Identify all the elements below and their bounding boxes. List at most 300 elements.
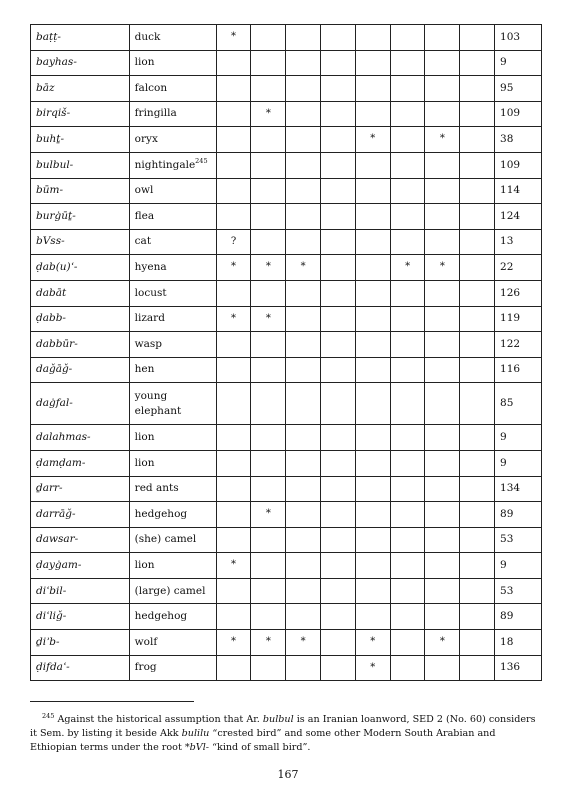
gloss-text: owl: [134, 184, 154, 197]
gloss-cell: [129, 50, 216, 76]
table-row: [31, 178, 542, 204]
table-row: [31, 280, 542, 306]
attestation-cell: [460, 502, 495, 528]
attestation-cell: [251, 332, 286, 358]
attestation-cell: [390, 357, 425, 383]
table-row: [31, 25, 542, 51]
attestation-cell: [286, 50, 321, 76]
gloss-text: hen: [134, 363, 155, 376]
gloss-text: (large) camel: [134, 584, 206, 597]
gloss-text: red ants: [134, 482, 179, 495]
arabic-form-cell: daġfal-: [31, 383, 130, 425]
attestation-cell: [460, 527, 495, 553]
attestation-cell: *: [216, 306, 251, 332]
attestation-cell: [355, 527, 390, 553]
reference-number-cell: 89: [495, 502, 542, 528]
attestation-cell: [286, 476, 321, 502]
table-row: [31, 604, 542, 630]
gloss-cell: [129, 255, 216, 281]
attestation-cell: [321, 450, 356, 476]
arabic-form-cell: daǧāǧ-: [31, 357, 130, 383]
attestation-cell: [355, 357, 390, 383]
gloss-cell: [129, 101, 216, 127]
gloss-cell: [129, 630, 216, 656]
arabic-form-cell: būm-: [31, 178, 130, 204]
attestation-cell: [355, 178, 390, 204]
attestation-cell: [321, 204, 356, 230]
arabic-form-cell: ḏarr-: [31, 476, 130, 502]
attestation-cell: [390, 383, 425, 425]
gloss-text: fringilla: [134, 107, 177, 120]
gloss-text: wasp: [134, 337, 163, 350]
attestation-cell: [216, 101, 251, 127]
attestation-cell: [425, 306, 460, 332]
attestation-cell: [460, 127, 495, 153]
reference-number-cell: 85: [495, 383, 542, 425]
arabic-form-cell: ḍamḍam-: [31, 450, 130, 476]
arabic-form-cell: darrāǧ-: [31, 502, 130, 528]
attestation-cell: [321, 476, 356, 502]
attestation-cell: [355, 229, 390, 255]
arabic-form-cell: ḍifdaʿ-: [31, 655, 130, 681]
arabic-form-cell: baṭṭ-: [31, 25, 130, 51]
table-row: [31, 553, 542, 579]
arabic-form-cell: dalahmas-: [31, 425, 130, 451]
table-row: [31, 578, 542, 604]
attestation-cell: [251, 604, 286, 630]
attestation-cell: [425, 383, 460, 425]
attestation-cell: [460, 101, 495, 127]
attestation-cell: [425, 204, 460, 230]
animal-terms-table: [30, 24, 542, 681]
gloss-text: lion: [134, 431, 155, 443]
attestation-cell: [321, 527, 356, 553]
attestation-cell: [251, 152, 286, 178]
attestation-cell: [460, 553, 495, 579]
attestation-cell: [390, 178, 425, 204]
arabic-form-cell: buhṯ-: [31, 127, 130, 153]
reference-number-cell: 114: [495, 178, 542, 204]
attestation-cell: *: [286, 255, 321, 281]
attestation-cell: [460, 578, 495, 604]
reference-number-cell: 124: [495, 204, 542, 230]
gloss-text: lion: [134, 56, 155, 69]
reference-number-cell: 53: [495, 578, 542, 604]
attestation-cell: [390, 25, 425, 51]
gloss-cell: [129, 127, 216, 153]
attestation-cell: [355, 152, 390, 178]
attestation-cell: [321, 306, 356, 332]
reference-number-cell: 89: [495, 604, 542, 630]
gloss-cell: [129, 332, 216, 358]
arabic-form-cell: ḍabb-: [31, 306, 130, 332]
attestation-cell: [321, 578, 356, 604]
arabic-form-cell: burġūṯ-: [31, 204, 130, 230]
attestation-cell: [286, 383, 321, 425]
attestation-cell: [251, 280, 286, 306]
attestation-cell: *: [390, 255, 425, 281]
gloss-cell: [129, 229, 216, 255]
attestation-cell: [216, 502, 251, 528]
table-row: [31, 127, 542, 153]
attestation-cell: [321, 152, 356, 178]
attestation-cell: [460, 332, 495, 358]
attestation-cell: *: [425, 630, 460, 656]
attestation-cell: [425, 280, 460, 306]
gloss-text: flea: [134, 209, 155, 222]
attestation-cell: *: [216, 255, 251, 281]
reference-number-cell: 9: [495, 450, 542, 476]
footnote-text-3: “crested bird” and some other Modern South Arabian and Ethiopian terms under the root: [30, 728, 496, 753]
attestation-cell: [321, 357, 356, 383]
attestation-cell: [425, 502, 460, 528]
attestation-cell: [216, 204, 251, 230]
attestation-cell: [355, 50, 390, 76]
table-row: [31, 101, 542, 127]
reference-number-cell: 109: [495, 101, 542, 127]
arabic-form-cell: birqiš-: [31, 101, 130, 127]
attestation-cell: [355, 502, 390, 528]
attestation-cell: [355, 101, 390, 127]
gloss-text: locust: [134, 286, 167, 299]
attestation-cell: [286, 357, 321, 383]
gloss-text: frog: [134, 661, 157, 674]
attestation-cell: [460, 630, 495, 656]
arabic-form-cell: dabāt: [31, 280, 130, 306]
attestation-cell: [216, 357, 251, 383]
gloss-cell: [129, 425, 216, 451]
attestation-cell: [321, 25, 356, 51]
gloss-cell: [129, 553, 216, 579]
attestation-cell: *: [251, 101, 286, 127]
table-row: [31, 332, 542, 358]
gloss-cell: [129, 204, 216, 230]
attestation-cell: [390, 655, 425, 681]
table-row: [31, 357, 542, 383]
attestation-cell: [355, 25, 390, 51]
attestation-cell: [216, 450, 251, 476]
attestation-cell: [251, 527, 286, 553]
attestation-cell: [390, 425, 425, 451]
attestation-cell: [425, 578, 460, 604]
arabic-form-cell: bayhas-: [31, 50, 130, 76]
gloss-text: nightingale: [134, 158, 196, 171]
attestation-cell: [251, 450, 286, 476]
attestation-cell: [321, 178, 356, 204]
gloss-cell: [129, 178, 216, 204]
attestation-cell: [425, 476, 460, 502]
attestation-cell: [286, 655, 321, 681]
reference-number-cell: 38: [495, 127, 542, 153]
attestation-cell: [321, 50, 356, 76]
attestation-cell: *: [251, 255, 286, 281]
attestation-cell: [460, 152, 495, 178]
attestation-cell: [460, 476, 495, 502]
footnote-term-bulbul: bulbul: [262, 714, 294, 725]
attestation-cell: [355, 204, 390, 230]
attestation-cell: [355, 425, 390, 451]
attestation-cell: [390, 280, 425, 306]
attestation-cell: [355, 553, 390, 579]
arabic-form-cell: diʿbil-: [31, 578, 130, 604]
attestation-cell: [321, 425, 356, 451]
attestation-cell: [286, 450, 321, 476]
reference-number-cell: 119: [495, 306, 542, 332]
table-row: [31, 152, 542, 178]
attestation-cell: [321, 630, 356, 656]
attestation-cell: [460, 255, 495, 281]
reference-number-cell: 109: [495, 152, 542, 178]
table-row: [31, 204, 542, 230]
attestation-cell: [390, 76, 425, 102]
attestation-cell: [390, 578, 425, 604]
footnote-root: *bVl-: [184, 742, 210, 753]
attestation-cell: [390, 204, 425, 230]
table-row: [31, 630, 542, 656]
gloss-cell: [129, 655, 216, 681]
footnote-divider: [30, 701, 194, 702]
attestation-cell: [286, 127, 321, 153]
attestation-cell: [390, 50, 425, 76]
gloss-text: cat: [134, 235, 152, 248]
attestation-cell: [251, 178, 286, 204]
attestation-cell: [286, 527, 321, 553]
attestation-cell: [216, 425, 251, 451]
attestation-cell: [251, 127, 286, 153]
attestation-cell: [460, 604, 495, 630]
gloss-text: (she) camel: [134, 533, 197, 546]
attestation-cell: [355, 76, 390, 102]
gloss-cell: [129, 450, 216, 476]
attestation-cell: [286, 101, 321, 127]
attestation-cell: [286, 553, 321, 579]
attestation-cell: [390, 604, 425, 630]
gloss-text: falcon: [134, 81, 168, 94]
table-row: [31, 255, 542, 281]
attestation-cell: [286, 152, 321, 178]
attestation-cell: [355, 476, 390, 502]
attestation-cell: [390, 152, 425, 178]
attestation-cell: [355, 332, 390, 358]
attestation-cell: [251, 655, 286, 681]
attestation-cell: [216, 152, 251, 178]
arabic-form-cell: ḍab(u)ʿ-: [31, 255, 130, 281]
reference-number-cell: 9: [495, 425, 542, 451]
table-row: [31, 450, 542, 476]
attestation-cell: [425, 25, 460, 51]
reference-number-cell: 9: [495, 553, 542, 579]
attestation-cell: [251, 76, 286, 102]
attestation-cell: [216, 383, 251, 425]
footnote-text-1: Against the historical assumption that Ar.: [54, 714, 263, 725]
attestation-cell: [216, 178, 251, 204]
table-row: [31, 527, 542, 553]
attestation-cell: *: [216, 630, 251, 656]
attestation-cell: *: [425, 255, 460, 281]
attestation-cell: [355, 578, 390, 604]
attestation-cell: [390, 476, 425, 502]
page-number: 167: [277, 768, 299, 781]
reference-number-cell: 9: [495, 50, 542, 76]
attestation-cell: *: [251, 630, 286, 656]
gloss-text: duck: [134, 30, 161, 43]
attestation-cell: [251, 50, 286, 76]
attestation-cell: [425, 101, 460, 127]
attestation-cell: [286, 578, 321, 604]
attestation-cell: [390, 101, 425, 127]
gloss-cell: [129, 76, 216, 102]
attestation-cell: [460, 425, 495, 451]
attestation-cell: [390, 527, 425, 553]
table-row: [31, 50, 542, 76]
reference-number-cell: 95: [495, 76, 542, 102]
attestation-cell: [425, 425, 460, 451]
attestation-cell: *: [286, 630, 321, 656]
attestation-cell: [321, 280, 356, 306]
attestation-cell: [216, 280, 251, 306]
attestation-cell: [251, 578, 286, 604]
table-row: [31, 76, 542, 102]
attestation-cell: [286, 306, 321, 332]
reference-number-cell: 13: [495, 229, 542, 255]
attestation-cell: [460, 50, 495, 76]
table-body: [31, 25, 542, 681]
attestation-cell: *: [251, 306, 286, 332]
attestation-cell: [321, 255, 356, 281]
table-row: [31, 425, 542, 451]
attestation-cell: [321, 332, 356, 358]
attestation-cell: [460, 204, 495, 230]
gloss-cell: [129, 25, 216, 51]
attestation-cell: [251, 425, 286, 451]
attestation-cell: [251, 25, 286, 51]
attestation-cell: *: [216, 25, 251, 51]
attestation-cell: [286, 604, 321, 630]
attestation-cell: [425, 76, 460, 102]
gloss-text: hedgehog: [134, 507, 188, 520]
attestation-cell: [460, 25, 495, 51]
footnote-text-2: is an Iranian loanword, SED 2 (No. 60) considers it Sem. by listing it beside Akk: [30, 714, 536, 739]
attestation-cell: *: [355, 127, 390, 153]
gloss-cell: [129, 306, 216, 332]
attestation-cell: [216, 578, 251, 604]
attestation-cell: *: [355, 630, 390, 656]
attestation-cell: [355, 450, 390, 476]
footnote-number: 245: [42, 712, 55, 720]
attestation-cell: [460, 306, 495, 332]
attestation-cell: [390, 450, 425, 476]
attestation-cell: [425, 553, 460, 579]
gloss-cell: [129, 476, 216, 502]
attestation-cell: [355, 306, 390, 332]
attestation-cell: [425, 527, 460, 553]
attestation-cell: [355, 280, 390, 306]
attestation-cell: *: [425, 127, 460, 153]
footnote-reference: 245: [195, 156, 208, 165]
attestation-cell: [216, 127, 251, 153]
attestation-cell: [425, 332, 460, 358]
table-row: [31, 229, 542, 255]
attestation-cell: [216, 332, 251, 358]
attestation-cell: [286, 280, 321, 306]
attestation-cell: [216, 655, 251, 681]
reference-number-cell: 116: [495, 357, 542, 383]
table-row: [31, 476, 542, 502]
attestation-cell: [460, 280, 495, 306]
gloss-cell: [129, 578, 216, 604]
attestation-cell: [425, 450, 460, 476]
attestation-cell: [251, 553, 286, 579]
attestation-cell: [390, 502, 425, 528]
attestation-cell: *: [216, 553, 251, 579]
attestation-cell: [425, 229, 460, 255]
gloss-text: hedgehog: [134, 610, 188, 623]
attestation-cell: [286, 425, 321, 451]
attestation-cell: [286, 332, 321, 358]
arabic-form-cell: diʿliǧ-: [31, 604, 130, 630]
attestation-cell: [460, 383, 495, 425]
attestation-cell: [460, 655, 495, 681]
arabic-form-cell: bVss-: [31, 229, 130, 255]
attestation-cell: [425, 152, 460, 178]
gloss-text: lion: [134, 456, 155, 469]
table-row: [31, 655, 542, 681]
attestation-cell: *: [355, 655, 390, 681]
reference-number-cell: 126: [495, 280, 542, 306]
attestation-cell: [216, 76, 251, 102]
attestation-cell: [460, 178, 495, 204]
arabic-form-cell: ḍayġam-: [31, 553, 130, 579]
attestation-cell: [321, 553, 356, 579]
gloss-text: oryx: [134, 133, 158, 146]
footnote-text-4: “kind of small bird”.: [209, 742, 311, 753]
attestation-cell: [425, 655, 460, 681]
attestation-cell: [321, 655, 356, 681]
arabic-form-cell: bāz: [31, 76, 130, 102]
gloss-cell: [129, 383, 216, 425]
gloss-text: hyena: [134, 261, 167, 274]
attestation-cell: [460, 229, 495, 255]
arabic-form-cell: dabbūr-: [31, 332, 130, 358]
attestation-cell: [286, 229, 321, 255]
attestation-cell: [355, 604, 390, 630]
attestation-cell: [425, 604, 460, 630]
table-row: [31, 502, 542, 528]
attestation-cell: [390, 630, 425, 656]
attestation-cell: [321, 229, 356, 255]
attestation-cell: [390, 229, 425, 255]
gloss-text: lizard: [134, 312, 165, 325]
table-row: [31, 306, 542, 332]
attestation-cell: [251, 476, 286, 502]
attestation-cell: [390, 332, 425, 358]
attestation-cell: [425, 357, 460, 383]
attestation-cell: [251, 357, 286, 383]
attestation-cell: [355, 255, 390, 281]
attestation-cell: [321, 76, 356, 102]
gloss-cell: [129, 357, 216, 383]
reference-number-cell: 122: [495, 332, 542, 358]
attestation-cell: [286, 178, 321, 204]
gloss-cell: [129, 280, 216, 306]
attestation-cell: [321, 101, 356, 127]
attestation-cell: [355, 383, 390, 425]
footnote: [30, 713, 540, 755]
reference-number-cell: 136: [495, 655, 542, 681]
attestation-cell: [460, 450, 495, 476]
attestation-cell: [321, 383, 356, 425]
gloss-cell: [129, 527, 216, 553]
